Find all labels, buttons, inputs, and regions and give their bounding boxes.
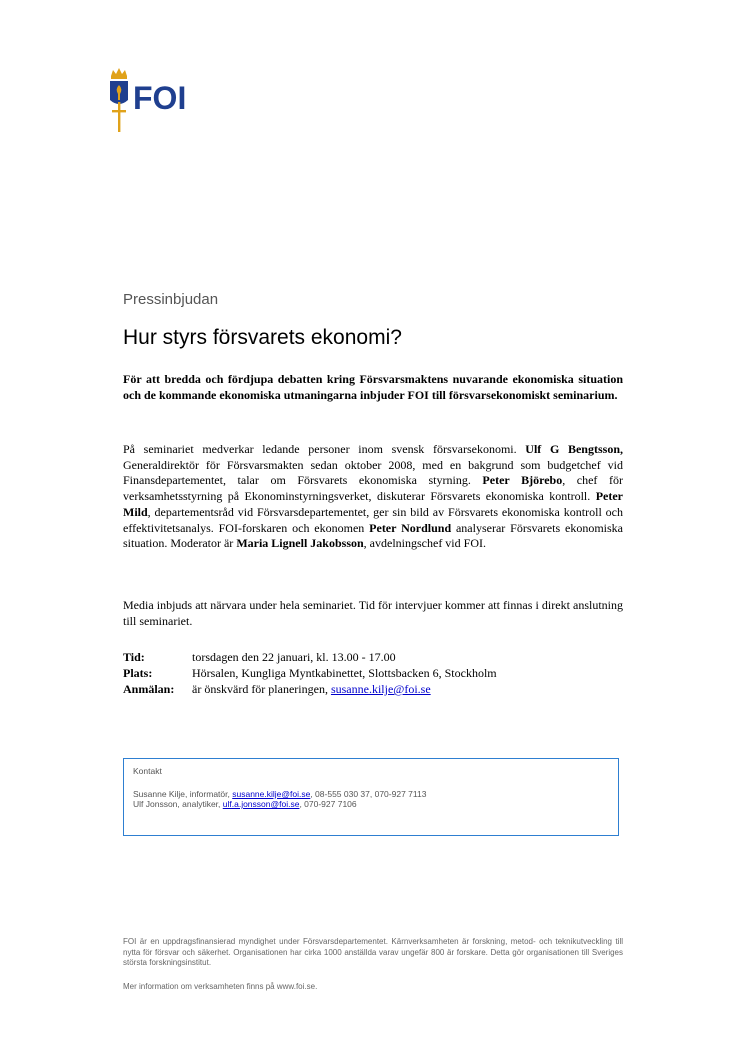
- registration-colon: :: [170, 682, 175, 696]
- press-kicker: Pressinbjudan: [123, 291, 219, 308]
- text-segment: , departementsråd vid Försvarsdepartementet, ger sin bild av Försvarets ekonomiska kontroll och effektivitetsanalys. FOI-forskaren och ekonomen: [123, 504, 623, 535]
- participants-paragraph: [123, 442, 623, 552]
- crown-torch-icon: [106, 66, 132, 136]
- contact-text: , 08-555 030 37, 070-927 7113: [310, 789, 427, 799]
- media-paragraph: Media inbjuds att närvara under hela seminariet. Tid för intervjuer kommer att finnas i direkt anslutning till seminariet.: [123, 598, 623, 628]
- registration-text: är önskvärd för planeringen,: [192, 682, 331, 696]
- contact-email-link[interactable]: ulf.a.jonsson@foi.se: [222, 799, 300, 809]
- text-segment: analyserar Försvarets ekonomiska situation. Moderator är: [123, 520, 623, 551]
- contact-line-kilje: [133, 789, 426, 799]
- place-value: Hörsalen, Kungliga Myntkabinettet, Slottsbacken 6, Stockholm: [192, 666, 497, 680]
- footer-more-info: Mer information om verksamheten finns på www.foi.se.: [123, 982, 318, 991]
- info-row-time: [123, 649, 497, 665]
- registration-email-link[interactable]: susanne.kilje@foi.se: [330, 682, 431, 696]
- speaker-name: Peter Nordlund: [369, 520, 452, 535]
- page-title: Hur styrs försvarets ekonomi?: [123, 326, 402, 349]
- contact-box: [123, 758, 619, 836]
- contact-text: , 070-927 7106: [299, 799, 357, 809]
- logo-wordmark: FOI: [133, 80, 187, 116]
- time-label: Tid:: [123, 650, 145, 664]
- registration-label: [123, 681, 192, 697]
- speaker-name: Peter Björebo: [482, 473, 563, 488]
- info-row-registration: [123, 681, 497, 697]
- place-label: Plats:: [123, 666, 153, 680]
- speaker-name: Ulf G Bengtsson,: [525, 442, 623, 456]
- text-segment: , chef för verksamhetsstyrning på Ekonominstyrningsverket, diskuterar Försvarets ekonomiska kontroll.: [123, 473, 624, 504]
- contact-text: Ulf Jonsson, analytiker,: [133, 799, 223, 809]
- event-info: [123, 649, 497, 697]
- registration-label-text: Anmälan: [123, 682, 171, 696]
- registration-value: [192, 681, 431, 697]
- text-segment: , avdelningschef vid FOI.: [363, 536, 486, 551]
- foi-logo: [106, 66, 208, 136]
- text-segment: På seminariet medverkar ledande personer inom svensk försvarsekonomi.: [123, 442, 526, 456]
- text-segment: Generaldirektör för Försvarsmakten sedan oktober 2008, med en bakgrund som budgetchef vid Finansdepartementet, talar om Försvarets ekonomiska styrning.: [123, 457, 623, 488]
- time-value: torsdagen den 22 januari, kl. 13.00 - 17.00: [192, 650, 396, 664]
- speaker-name: Maria Lignell Jakobsson: [236, 536, 364, 551]
- contact-line-jonsson: [133, 799, 357, 809]
- footer-about: FOI är en uppdragsfinansierad myndighet under Försvarsdepartementet. Kärnverksamheten är forskning, metod- och teknikutveckling till nytta för försvar och säkerhet. Organisationen har cirka 1000 anställda varav ungefär 800 är forskare. Detta gör organisationen till Sveriges största forskningsinstitut.: [123, 937, 623, 967]
- speaker-name: Peter Mild: [123, 489, 623, 519]
- contact-heading: Kontakt: [133, 766, 162, 776]
- lead-paragraph: För att bredda och fördjupa debatten kring Försvarsmaktens nuvarande ekonomiska situation och de kommande ekonomiska utmaningarna inbjuder FOI till försvarsekonomiskt seminarium.: [123, 372, 623, 402]
- contact-email-link[interactable]: susanne.kilje@foi.se: [232, 789, 311, 799]
- contact-text: Susanne Kilje, informatör,: [133, 789, 233, 799]
- info-row-place: [123, 665, 497, 681]
